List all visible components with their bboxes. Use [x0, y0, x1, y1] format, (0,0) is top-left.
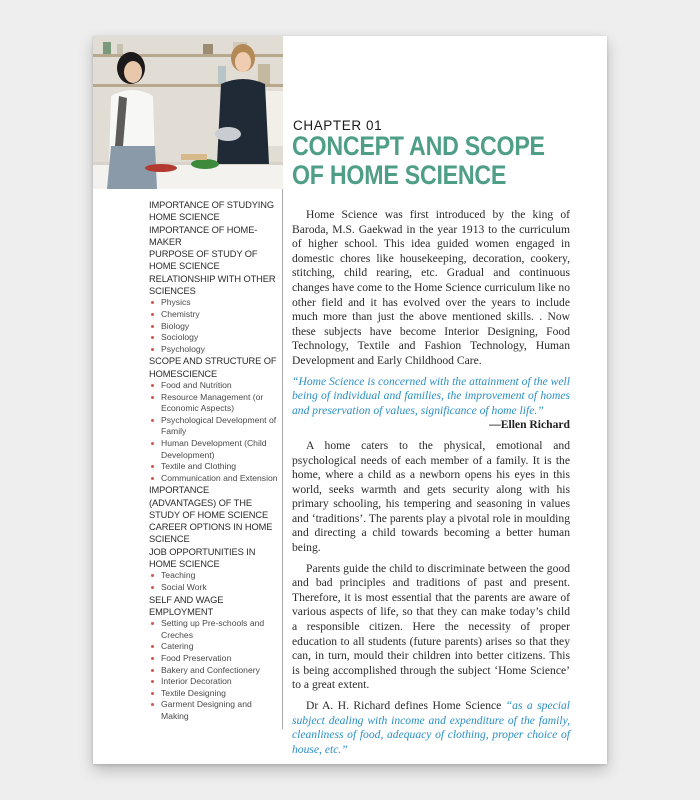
contents-subitem: Textile and Clothing	[149, 461, 278, 473]
ellen-richard-quote: “Home Science is concerned with the attainment of the well being of individual and families, the improvement of homes and preservation of values, significance of home life.”	[292, 374, 570, 417]
contents-subitem: Psychological Development of Family	[149, 415, 278, 438]
contents-heading: JOB OPPORTUNITIES IN HOME SCIENCE	[149, 546, 256, 570]
contents-subitem: Food Preservation	[149, 653, 278, 665]
contents-subitem: Setting up Pre-schools and Creches	[149, 618, 278, 641]
kitchen-photo	[93, 36, 283, 189]
contents-subitem: Bakery and Confectionery	[149, 665, 278, 677]
book-page	[93, 36, 607, 764]
contents-heading: CAREER OPTIONS IN HOME SCIENCE	[149, 522, 273, 545]
contents-subitem: Garment Designing and Making	[149, 699, 278, 722]
chapter-body	[292, 208, 570, 763]
quote-author: —Ellen Richard	[489, 418, 570, 432]
contents-subitem: Physics	[149, 297, 278, 309]
kitchen-photo-illustration	[93, 36, 283, 189]
contents-subitem: Chemistry	[149, 309, 278, 321]
paragraph-definition	[292, 699, 570, 757]
contents-heading: SCOPE AND STRUCTURE OF HOMESCIENCE	[149, 356, 277, 379]
chapter-title: CONCEPT AND SCOPE OF HOME SCIENCE	[292, 131, 545, 190]
contents-heading: IMPORTANCE (ADVANTAGES) OF THE STUDY OF HOME SCIENCE	[149, 485, 269, 520]
contents-heading: SELF AND WAGE EMPLOYMENT	[149, 594, 224, 617]
contents-heading: RELATIONSHIP WITH OTHER SCIENCES	[149, 273, 276, 297]
contents-subitem: Psychology	[149, 344, 278, 356]
paragraph-parents: Parents guide the child to discriminate between the good and bad principles and traditions of past and present. Therefore, it is most essential that the parents are aware of various aspects of life, so that they can make today’s child a responsible citizen. Here the necessity of proper education to all students (future parents) arises so that they can, in turn, mould their children into better citizens. This is being accomplished through the subject ‘Home Science’ to a great extent.	[292, 561, 570, 692]
contents-subitem: Resource Management (or Economic Aspects)	[149, 392, 278, 415]
contents-subitem: Textile Designing	[149, 688, 278, 700]
paragraph-intro: Home Science was first introduced by the king of Baroda, M.S. Gaekwad in the year 1913 to the curriculum of higher school. This idea guided women engaged in domestic chores like housekeeping, decoration, cookery, stitching, child rearing, etc. Gradual and continuous changes have come to the Home Science curriculum like no other field and it has evolved over the years to include much more than just the above mentioned skills. . Now these subjects have become Interior Designing, Food Technology, Textile and Fashion Technology, Human Development and Early Childhood Care.	[292, 208, 570, 367]
contents-subitem: Social Work	[149, 582, 278, 594]
contents-subitem: Communication and Extension	[149, 473, 278, 485]
chapter-number: CHAPTER 01	[293, 118, 383, 133]
paragraph-home: A home caters to the physical, emotional and psychological needs of each member of a family. It is the home, where a child as a newborn opens his eyes in this world, seeks warmth and gets security along with his primary schooling, his tempering and seasoning in values and ‘traditions’. The parents play a pivotal role in moulding and directing a child towards becoming a better human being.	[292, 438, 570, 555]
contents-heading: IMPORTANCE OF HOME-MAKER	[149, 224, 258, 247]
contents-heading: PURPOSE OF STUDY OF HOME SCIENCE	[149, 249, 258, 272]
contents-heading: IMPORTANCE OF STUDYING HOME SCIENCE	[149, 200, 275, 223]
definition-lead: Dr A. H. Richard defines Home Science	[306, 699, 506, 712]
chapter-contents-sidebar	[93, 189, 283, 729]
contents-subitem: Food and Nutrition	[149, 380, 278, 392]
contents-list	[93, 189, 282, 722]
definition-quote: “as a special subject dealing with income and expenditure of the family, cleanliness of food, adequacy of clothing, proper choice of house, etc.”	[292, 699, 570, 756]
contents-subitem: Catering	[149, 641, 278, 653]
contents-subitem: Sociology	[149, 332, 278, 344]
contents-subitem: Teaching	[149, 570, 278, 582]
contents-subitem: Human Development (Child Development)	[149, 438, 278, 461]
contents-subitem: Interior Decoration	[149, 676, 278, 688]
contents-subitem: Biology	[149, 321, 278, 333]
